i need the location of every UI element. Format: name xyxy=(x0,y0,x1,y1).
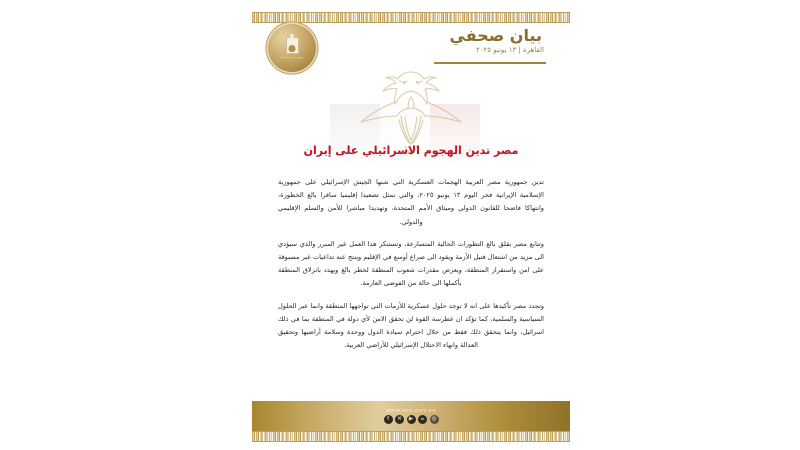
dateline: القاهرة | ١٣ يونيو ٢٠٢٥ xyxy=(475,46,544,54)
bottom-ornamental-border xyxy=(252,431,570,442)
top-ornamental-border xyxy=(252,12,570,23)
document-body xyxy=(278,176,544,361)
emblem-eagle-icon xyxy=(286,37,299,54)
paragraph: تدين جمهورية مصر العربية الهجمات العسكرية التي شنها الجيش الإسرائيلي على جمهورية الإسلامية الإيرانية فجر اليوم ١٣ يونيو ٢٠٢٥، والتي تمثل تصعيدا إقليميا سافرا بالغ الخطورة، وانتهاكا فاضحا للقانون الدولي وميثاق الأمم المتحدة، وتهديدا مباشرا للأمن والسلم الإقليمي والدولي. xyxy=(278,178,545,226)
facebook-icon[interactable]: f xyxy=(384,415,393,424)
paragraph: وتتابع مصر بقلق بالغ التطورات الحالية المتسارعة، وتستنكر هذا العمل غير المبرر والذي سيؤدي الى مزيد من اشتعال فتيل الأزمة ويقود الى صراع أوسع في الإقليم وينتج عنه تداعيات غير مسبوقة على امن واستقرار المنطقة، ويعرض مقدرات شعوب المنطقة لخطر بالغ ويهدد بانزلاق المنطقة بأكملها الى حالة من الفوضى العارمة. xyxy=(278,239,544,288)
flag-watermark xyxy=(330,104,480,170)
instagram-icon[interactable]: ◎ xyxy=(430,415,439,424)
paragraph: وتجدد مصر تأكيدها على انه لا توجد حلول عسكرية للأزمات التي تواجهها المنطقة وانما عبر الحلول السياسية والسلمية، كما تؤكد ان غطرسة القوة لن تحقق الامن لأي دولة في المنطقة بما في ذلك اسرائيل، وانما يتحقق ذلك فقط من خلال احترام سيادة الدول ووحدة وسلامة أراضيها وتحقيق العدالة وانهاء الاحتلال الإسرائيلي للأراضي العربية. xyxy=(278,301,544,350)
x-twitter-icon[interactable]: ✕ xyxy=(395,415,404,424)
page-title: بيان صحفي xyxy=(449,26,542,45)
header-divider xyxy=(434,62,546,64)
youtube-icon[interactable]: ▶ xyxy=(407,415,416,424)
website-url[interactable]: WWW.MFA.GOV.EG xyxy=(385,408,437,414)
press-release-sheet xyxy=(252,0,570,450)
emblem-caption: جمهورية مصر العربية xyxy=(280,56,304,59)
social-links xyxy=(384,415,439,424)
document-header xyxy=(252,24,570,86)
footer-bar xyxy=(252,401,570,431)
linkedin-icon[interactable]: in xyxy=(418,415,427,424)
headline: مصر تدين الهجوم الاسرائيلي على إيران xyxy=(303,144,519,157)
ministry-emblem xyxy=(268,24,316,72)
